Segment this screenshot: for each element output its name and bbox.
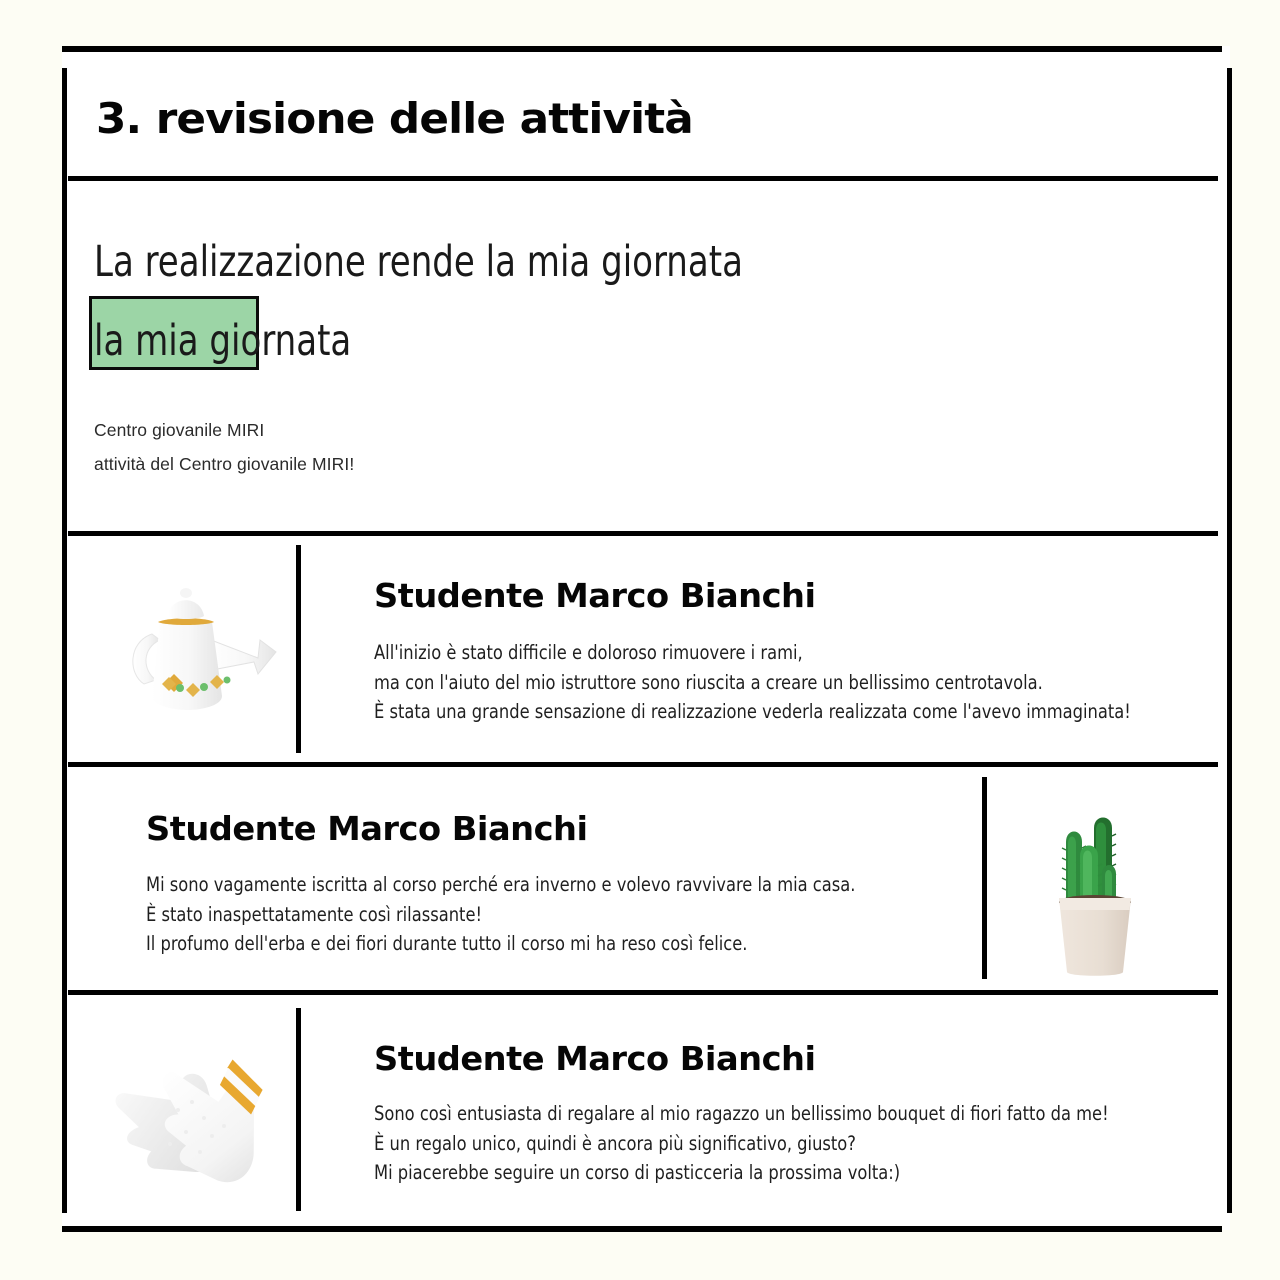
- section-2-vertical-rule: [982, 777, 987, 979]
- frame-right-rule: [1227, 68, 1232, 1213]
- page-title: 3. revisione delle attività: [96, 94, 693, 143]
- garden-gloves-icon: [108, 1040, 293, 1200]
- testimonial-2-line-3: Il profumo dell'erba e dei fiori durante tutto il corso mi ha reso così felice.: [146, 932, 748, 956]
- title-divider-rule: [68, 176, 1218, 181]
- section-3-top-rule: [68, 990, 1218, 995]
- testimonial-3-line-3: Mi piacerebbe seguire un corso di pasticceria la prossima volta:): [374, 1161, 901, 1185]
- testimonial-1-name: Studente Marco Bianchi: [374, 576, 816, 615]
- testimonial-1-line-1: All'inizio è stato difficile e doloroso rimuovere i rami,: [374, 641, 803, 664]
- testimonial-3-body: [374, 1099, 1109, 1188]
- frame-bottom-rule: [62, 1226, 1222, 1232]
- testimonial-1-line-3: È stata una grande sensazione di realizzazione vederla realizzata come l'avevo immaginata!: [374, 700, 1131, 724]
- section-2-top-rule: [68, 762, 1218, 767]
- testimonial-1-body: [374, 638, 1131, 727]
- subnote-block: [94, 413, 354, 481]
- testimonial-1-line-2: ma con l'aiuto del mio istruttore sono riuscita a creare un bellissimo centrotavola.: [374, 670, 1043, 694]
- testimonial-2-line-1: Mi sono vagamente iscritta al corso perché era inverno e volevo ravvivare la mia casa.: [146, 873, 856, 896]
- testimonial-2-body: [146, 870, 855, 959]
- watering-can-icon: [108, 578, 288, 743]
- frame-top-rule: [62, 46, 1222, 52]
- testimonial-2-line-2: È stato inaspettatamente così rilassante!: [146, 902, 483, 926]
- cactus-plant-icon: [1036, 790, 1154, 980]
- testimonial-2-name: Studente Marco Bianchi: [146, 809, 588, 848]
- frame-left-rule: [62, 68, 67, 1213]
- testimonial-3-line-1: Sono così entusiasta di regalare al mio ragazzo un bellissimo bouquet di fiori fatto da me!: [374, 1102, 1109, 1125]
- subnote-line-2: attività del Centro giovanile MIRI!: [94, 454, 355, 475]
- section-1-vertical-rule: [296, 545, 301, 753]
- lead-line-2: la mia giornata: [94, 315, 352, 366]
- lead-paragraph: [94, 223, 974, 380]
- section-1-top-rule: [68, 531, 1218, 536]
- testimonial-3-name: Studente Marco Bianchi: [374, 1039, 816, 1078]
- subnote-line-1: Centro giovanile MIRI: [94, 420, 265, 440]
- lead-line-1: La realizzazione rende la mia giornata: [94, 237, 743, 287]
- testimonial-3-line-2: È un regalo unico, quindi è ancora più significativo, giusto?: [374, 1131, 856, 1155]
- section-3-vertical-rule: [296, 1008, 301, 1211]
